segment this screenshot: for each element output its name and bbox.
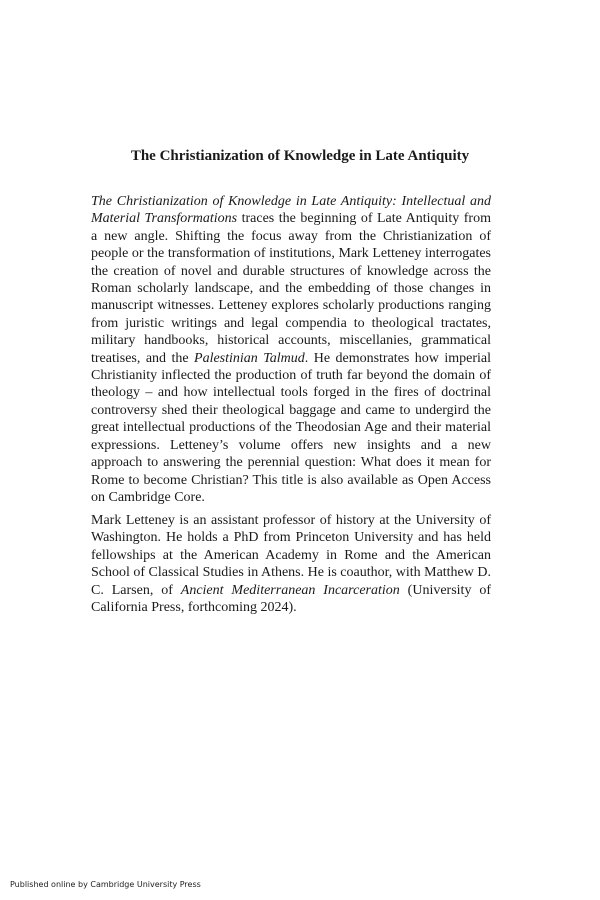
publisher-footer: Published online by Cambridge University Press (10, 880, 201, 889)
coauthored-book-italic: Ancient Mediterranean Incarceration (180, 582, 400, 598)
description-text-part1: traces the beginning of Late Antiquity from a new angle. Shifting the focus away from the Christianization of people or the transformation of institutions, Mark Letteney interrogates the creation of novel and durable structures of knowledge across the Roman scholarly landscape, and the embedding of those changes in manuscript witnesses. Letteney explores scholarly productions ranging from juristic writings and legal compendia to theological tractates, military handbooks, historical accounts, miscellanies, grammatical treatises, and the (91, 211, 491, 366)
page-title: The Christianization of Knowledge in Late Antiquity (130, 148, 470, 164)
description-text-part2: . He demonstrates how imperial Christianity inflected the production of truth far beyond the domain of theology – and how intellectual tools forged in the fires of doctrinal controversy shed their theological baggage and came to undergird the great intellectual productions of the Theodosian Age and their material expressions. Letteney’s volume offers new insights and a new approach to answering the perennial question: What does it mean for Rome to become Christian? This title is also available as Open Access on Cambridge Core. (91, 350, 492, 505)
author-bio-paragraph (91, 512, 491, 616)
book-title-italic: The Christianization of Knowledge in Late Antiquity: Intellectual and Material Transformations (91, 194, 491, 227)
author-bio-part1: Mark Letteney is an assistant professor of history at the University of Washington. He holds a PhD from Princeton University and has held fellowships at the American Academy in Rome and the American School of Classical Studies in Athens. He is coauthor, with Matthew D. C. Larsen, of (91, 513, 491, 598)
description-paragraph (91, 193, 491, 506)
talmud-italic: Palestinian Talmud (194, 350, 305, 366)
author-bio-part2: (University of California Press, forthcoming 2024). (91, 582, 491, 616)
